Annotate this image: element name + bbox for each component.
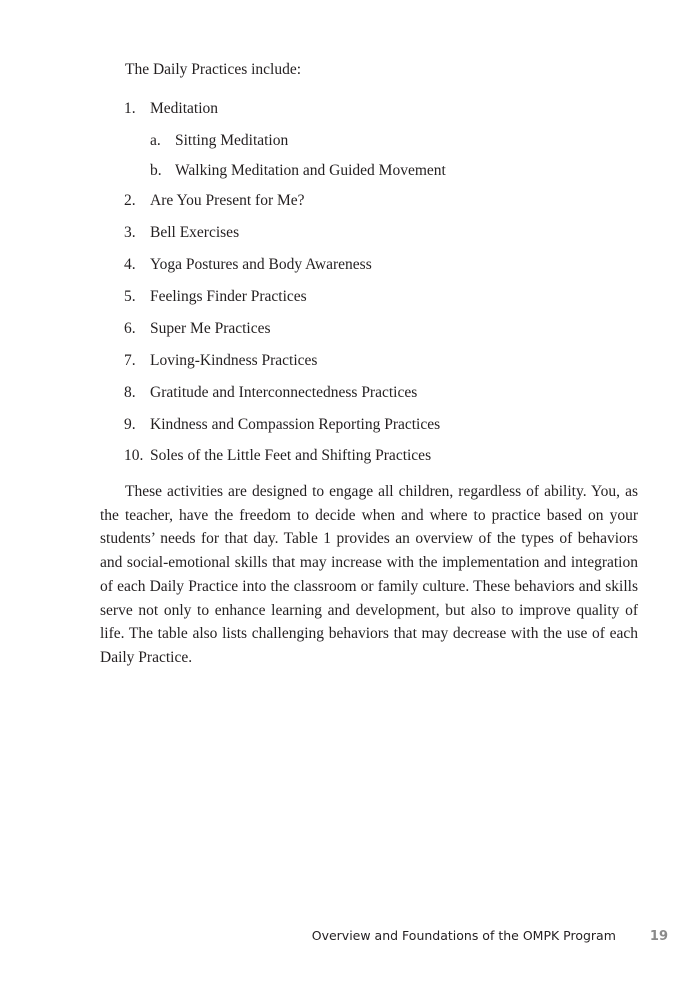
list-item-label: Kindness and Compassion Reporting Practices xyxy=(150,415,441,433)
list-item-number: 3. xyxy=(124,224,136,242)
sub-list-item-label: Sitting Meditation xyxy=(175,131,289,149)
list-item-number: 5. xyxy=(124,287,136,305)
list-item-number: 9. xyxy=(124,415,136,433)
list-item-label: Soles of the Little Feet and Shifting Practices xyxy=(150,447,432,465)
list-item-label: Loving-Kindness Practices xyxy=(150,351,318,369)
list-item-number: 7. xyxy=(124,351,136,369)
list-item-number: 2. xyxy=(124,192,136,210)
list-item-number: 6. xyxy=(124,319,136,337)
page-number: 19 xyxy=(649,929,668,944)
list-item-label: Super Me Practices xyxy=(150,319,271,337)
list-item-number: 8. xyxy=(124,383,136,401)
list-item-label: Meditation xyxy=(150,100,219,117)
sub-list-item-letter: b. xyxy=(150,162,162,180)
running-footer-title: Overview and Foundations of the OMPK Program xyxy=(311,928,616,943)
list-intro: The Daily Practices include: xyxy=(125,61,302,78)
list-item-number: 10. xyxy=(124,447,144,465)
list-item-label: Gratitude and Interconnectedness Practices xyxy=(150,383,418,401)
list-item-label: Feelings Finder Practices xyxy=(150,287,307,305)
sub-list-item-label: Walking Meditation and Guided Movement xyxy=(175,162,446,180)
list-item-number: 4. xyxy=(124,256,136,274)
body-paragraph: These activities are designed to engage all children, regardless of ability. You, as the teacher, have the freedom to decide when and where to practice based on your students’ needs for that day. Table 1 provides an overview of the types of behaviors and social-emotional skills that may increase with the implementation and integration of each Daily Practice into the classroom or family culture. These behaviors and skills serve not only to enhance learning and development, but also to improve quality of life. The table also lists challenging behaviors that may decrease with the use of each Daily Practice. xyxy=(100,483,638,666)
page-footer xyxy=(312,928,668,944)
list-item-number: 1. xyxy=(124,100,136,117)
list-item-label: Bell Exercises xyxy=(150,224,240,242)
list-item-label: Yoga Postures and Body Awareness xyxy=(150,256,372,274)
list-item-label: Are You Present for Me? xyxy=(150,192,305,210)
sub-list-item-letter: a. xyxy=(150,131,161,149)
